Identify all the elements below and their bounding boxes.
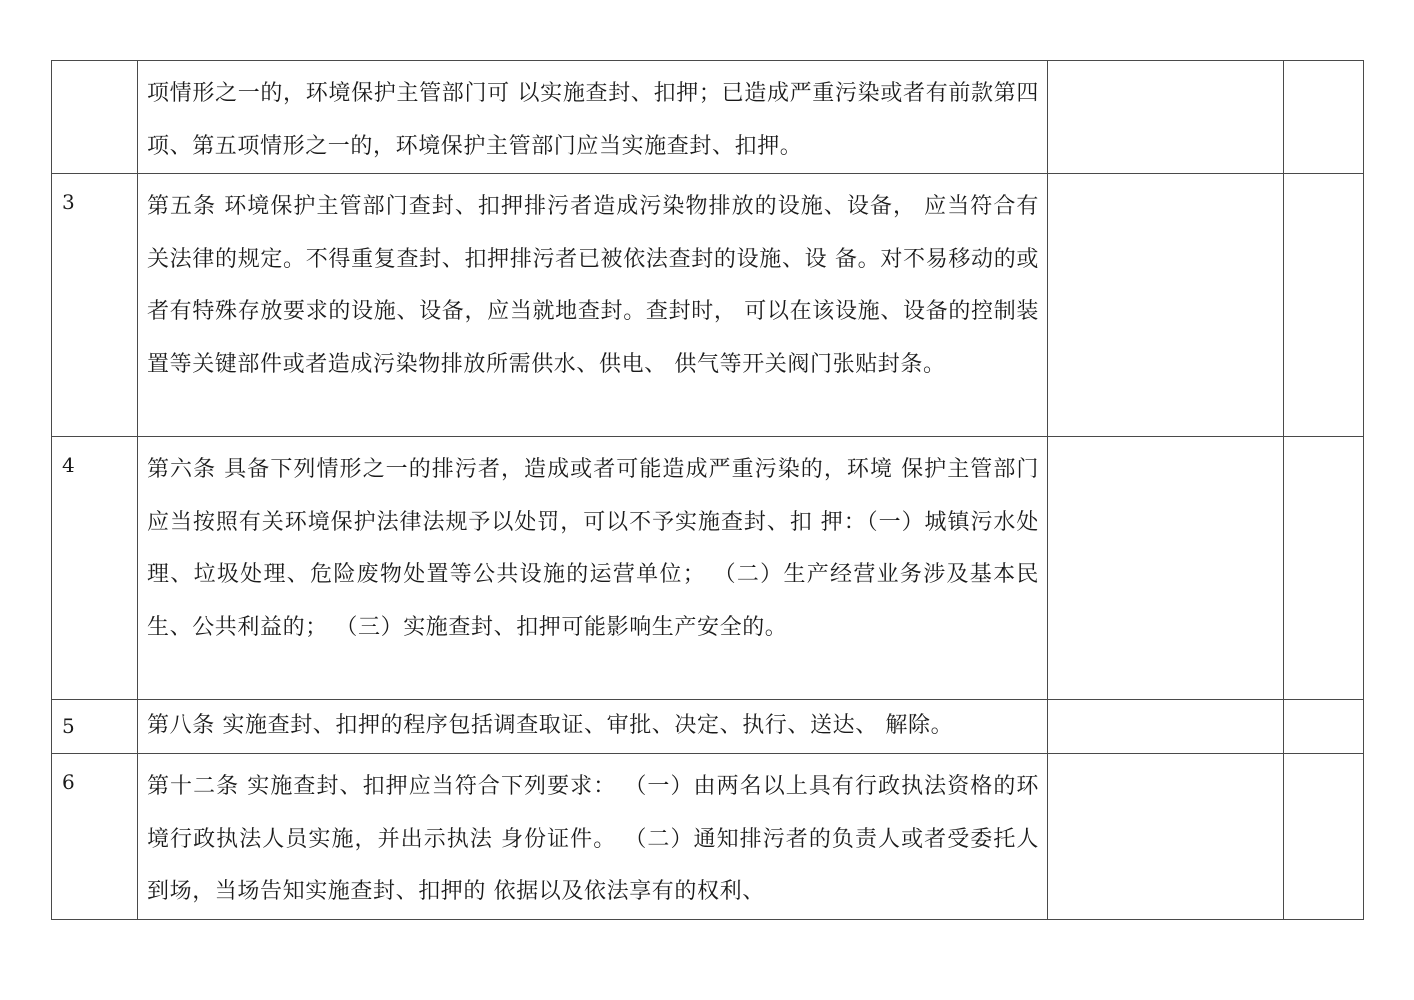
blank-cell (1284, 437, 1364, 700)
blank-cell (1048, 61, 1284, 174)
row-text: 第十二条 实施查封、扣押应当符合下列要求： （一）由两名以上具有行政执法资格的环境行政执法人员实施，并出示执法 身份证件。 （二）通知排污者的负责人或者受委托人到场，当场告知实施查封、扣押的 依据以及依法享有的权利、 (147, 774, 1039, 904)
row-text-cell (138, 437, 1048, 700)
row-number: 6 (62, 770, 75, 794)
row-number-cell (52, 174, 138, 437)
row-text-cell (138, 61, 1048, 174)
row-number-cell (52, 700, 138, 754)
row-text: 第五条 环境保护主管部门查封、扣押排污者造成污染物排放的设施、设备， 应当符合有关法律的规定。不得重复查封、扣押排污者已被依法查封的设施、设 备。对不易移动的或者有特殊存放要求的设施、设备，应当就地查封。查封时， 可以在该设施、设备的控制装置等关键部件或者造成污染物排放所需供水、供电、 供气等开关阀门张贴封条。 (147, 194, 1039, 377)
row-number-cell (52, 754, 138, 920)
blank-cell (1048, 700, 1284, 754)
table-row (52, 174, 1364, 437)
blank-cell (1284, 754, 1364, 920)
row-number (52, 61, 137, 76)
row-number: 5 (62, 714, 75, 738)
row-number-cell (52, 437, 138, 700)
blank-cell (1284, 61, 1364, 174)
blank-cell (1048, 174, 1284, 437)
blank-cell (1284, 174, 1364, 437)
row-text: 第八条 实施查封、扣押的程序包括调查取证、审批、决定、执行、送达、 解除。 (147, 713, 954, 738)
table-row (52, 61, 1364, 174)
row-number-cell (52, 61, 138, 174)
row-number: 3 (62, 190, 75, 214)
row-text-cell (138, 700, 1048, 754)
table-row (52, 437, 1364, 700)
row-text-cell (138, 754, 1048, 920)
regulation-table (51, 60, 1364, 920)
row-text: 项情形之一的，环境保护主管部门可 以实施查封、扣押；已造成严重污染或者有前款第四项、第五项情形之一的，环境保护主管部门应当实施查封、扣押。 (147, 81, 1039, 159)
blank-cell (1284, 700, 1364, 754)
blank-cell (1048, 754, 1284, 920)
row-text: 第六条 具备下列情形之一的排污者，造成或者可能造成严重污染的，环境 保护主管部门应当按照有关环境保护法律法规予以处罚，可以不予实施查封、扣 押：（一）城镇污水处理、垃圾处理、危险废物处置等公共设施的运营单位； （二）生产经营业务涉及基本民生、公共利益的； （三）实施查封、扣押可能影响生产安全的。 (147, 457, 1039, 640)
row-text-cell (138, 174, 1048, 437)
row-number: 4 (62, 453, 75, 477)
table-row (52, 754, 1364, 920)
blank-cell (1048, 437, 1284, 700)
table-row (52, 700, 1364, 754)
